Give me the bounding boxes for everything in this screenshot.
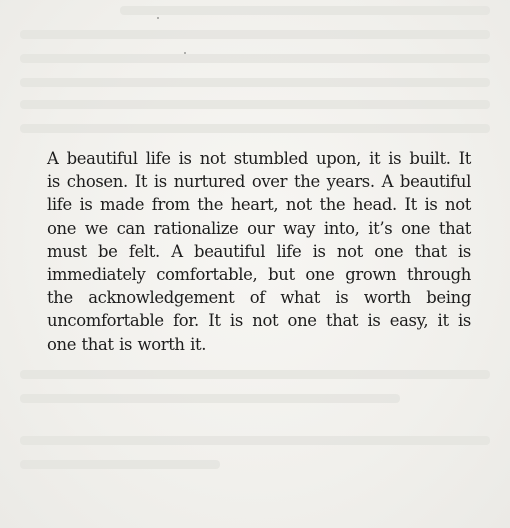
bleed-line bbox=[20, 100, 490, 109]
paragraph-line: uncomfortable for. It is not one that is easy, it is bbox=[47, 311, 471, 331]
bleed-line bbox=[20, 370, 490, 379]
paragraph-line: one that is worth it. bbox=[47, 334, 207, 354]
quote-paragraph bbox=[47, 147, 471, 356]
bleed-line bbox=[20, 436, 490, 445]
paragraph-line: A beautiful life is not stumbled upon, it is built. It bbox=[47, 149, 471, 168]
paragraph-line: must be felt. A beautiful life is not one that is bbox=[47, 241, 471, 261]
dust-speck bbox=[157, 17, 159, 19]
bleed-line bbox=[20, 124, 490, 133]
bleed-line bbox=[20, 460, 220, 469]
paragraph-line: the acknowledgement of what is worth being bbox=[47, 288, 471, 308]
bleed-line bbox=[20, 30, 490, 39]
paragraph-line: immediately comfortable, but one grown through bbox=[47, 265, 471, 285]
paragraph-line: is chosen. It is nurtured over the years. A beautiful bbox=[47, 172, 471, 192]
paragraph-line: life is made from the heart, not the head. It is not bbox=[47, 195, 471, 215]
bleed-line bbox=[20, 54, 490, 63]
dust-speck bbox=[184, 52, 186, 54]
bleed-line bbox=[120, 6, 490, 15]
bleed-line bbox=[20, 394, 400, 403]
paragraph-line: one we can rationalize our way into, it’s one that bbox=[47, 218, 471, 238]
bleed-line bbox=[20, 78, 490, 87]
